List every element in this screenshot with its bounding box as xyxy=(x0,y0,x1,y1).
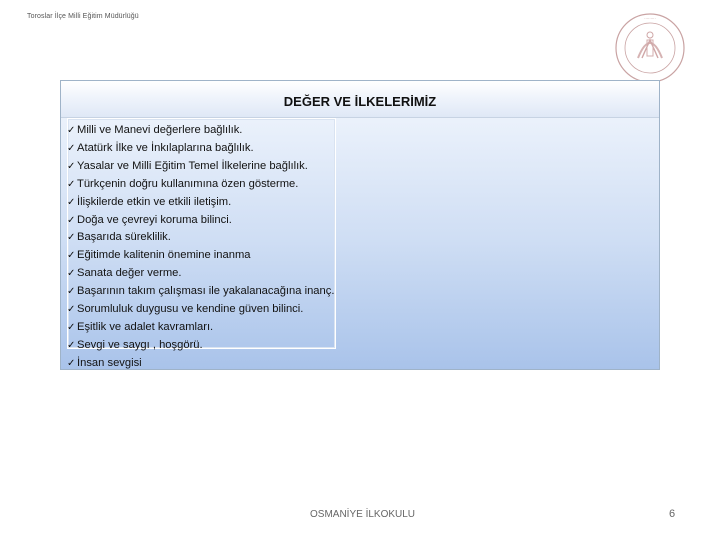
list-item-text: Yasalar ve Milli Eğitim Temel İlkelerine bağlılık. xyxy=(77,159,308,172)
list-item-text: Eşitlik ve adalet kavramları. xyxy=(77,320,214,333)
checkmark-icon: ✓ xyxy=(67,125,76,136)
values-panel xyxy=(60,80,660,370)
svg-text:·········: ········· xyxy=(644,16,656,21)
values-list xyxy=(67,122,334,373)
panel-title: DEĞER VE İLKELERİMİZ xyxy=(283,94,437,109)
checkmark-icon: ✓ xyxy=(67,178,76,190)
checkmark-icon: ✓ xyxy=(67,196,76,208)
list-item-text: İlişkilerde etkin ve etkili iletişim. xyxy=(77,195,232,208)
checkmark-icon: ✓ xyxy=(67,268,76,280)
footer-school-name: OSMANİYE İLKOKULU xyxy=(310,509,416,520)
checkmark-icon: ✓ xyxy=(67,160,76,172)
list-item-text: Milli ve Manevi değerlere bağlılık. xyxy=(77,124,243,136)
list-item xyxy=(67,355,334,373)
list-item xyxy=(67,212,334,230)
checkmark-icon: ✓ xyxy=(67,357,76,369)
list-item-text: Türkçenin doğru kullanımına özen gösterme. xyxy=(77,177,299,190)
checkmark-icon: ✓ xyxy=(67,304,76,316)
list-item xyxy=(67,176,334,194)
list-item-text: Eğitimde kalitenin önemine inanma xyxy=(77,249,251,262)
list-item xyxy=(67,337,334,355)
checkmark-icon: ✓ xyxy=(67,339,76,351)
list-item xyxy=(67,283,334,301)
page-number: 6 xyxy=(669,508,676,520)
list-item xyxy=(67,158,334,176)
checkmark-icon: ✓ xyxy=(67,214,76,226)
list-item xyxy=(67,140,334,158)
checkmark-icon: ✓ xyxy=(67,250,76,262)
list-item xyxy=(67,229,334,247)
checkmark-icon: ✓ xyxy=(67,142,76,154)
checkmark-icon: ✓ xyxy=(67,232,76,244)
list-item-text: Doğa ve çevreyi koruma bilinci. xyxy=(77,213,232,226)
header-title: Toroslar İlçe Milli Eğitim Müdürlüğü xyxy=(27,13,139,20)
checkmark-icon: ✓ xyxy=(67,321,76,333)
list-item-text: Atatürk İlke ve İnkılaplarına bağlılık. xyxy=(77,141,254,154)
list-item-text: Başarının takım çalışması ile yakalanacağına inanç. xyxy=(77,285,335,298)
list-item-text: Sevgi ve saygı , hoşgörü. xyxy=(77,338,203,351)
list-item-text: Sorumluluk duygusu ve kendine güven bilinci. xyxy=(77,303,304,316)
panel-title-bar xyxy=(61,81,659,118)
list-item-text: Başarıda süreklilik. xyxy=(77,231,171,244)
list-item-text: İnsan sevgisi xyxy=(77,356,142,369)
list-item-text: Sanata değer verme. xyxy=(77,267,182,280)
list-item xyxy=(67,319,334,337)
list-item xyxy=(67,122,334,140)
checkmark-icon: ✓ xyxy=(67,286,76,298)
ministry-emblem-icon xyxy=(608,10,692,88)
list-item xyxy=(67,265,334,283)
list-item xyxy=(67,194,334,212)
list-item xyxy=(67,301,334,319)
list-item xyxy=(67,247,334,265)
